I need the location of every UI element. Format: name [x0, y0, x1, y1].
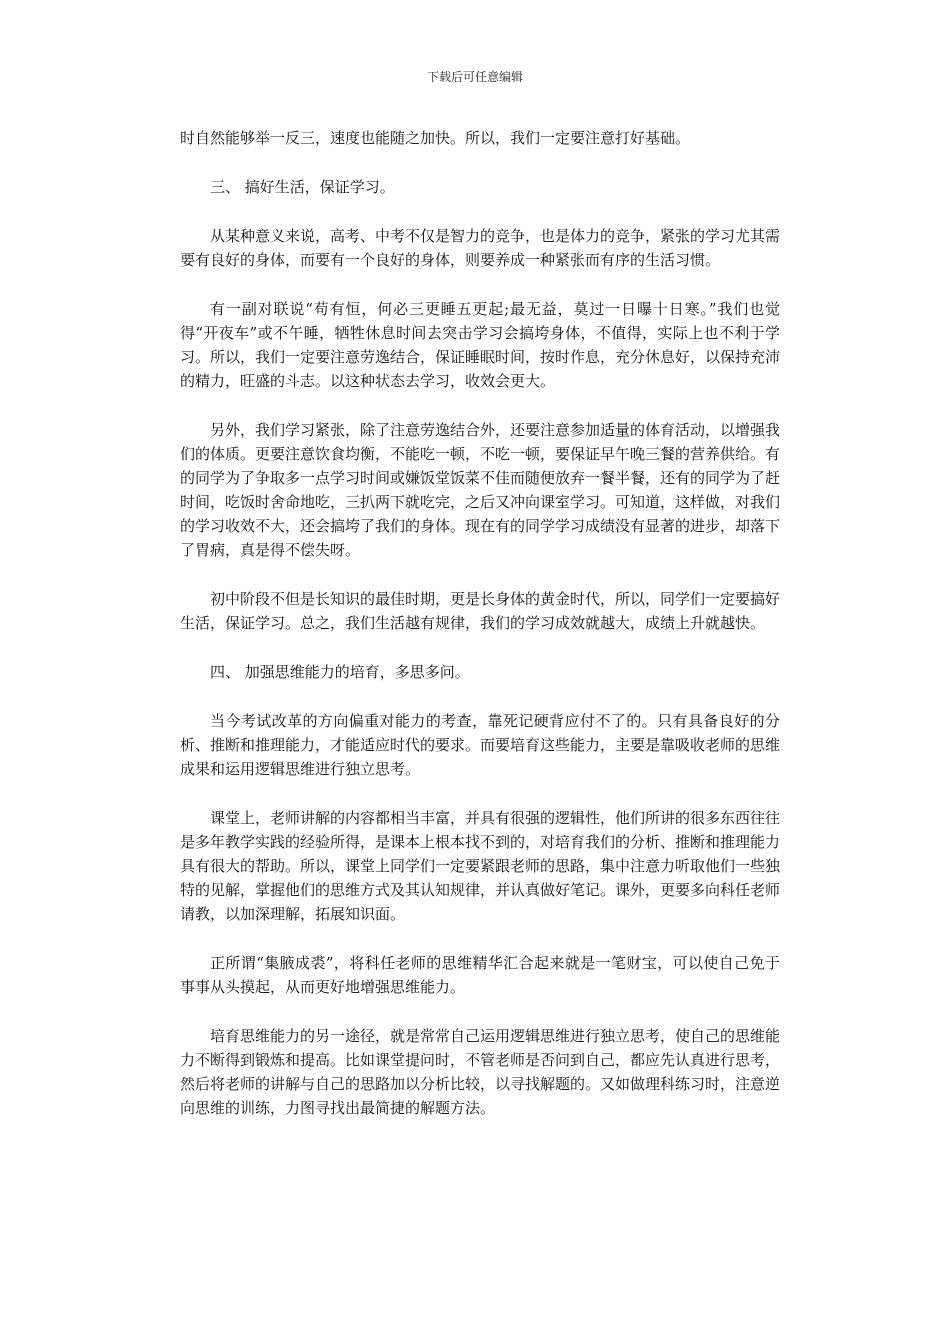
section-heading-3: 三、 搞好生活，保证学习。	[210, 178, 395, 196]
section-heading-4: 四、 加强思维能力的培育，多思多问。	[210, 663, 470, 681]
paragraph: 培育思维能力的另一途径，就是常常自己运用逻辑思维进行独立思考，使自己的思维能力不断得到锻炼和提高。比如课堂提问时，不管老师是否问到自己，都应先认真进行思考，然后将老师的讲解与自己的思路加以分析比较，以寻找解题的。又如做理科练习时，注意逆向思维的训练，力图寻找出最简捷的解题方法。	[180, 1027, 781, 1117]
paragraph-continuation: 时自然能够举一反三，速度也能随之加快。所以，我们一定要注意打好基础。	[180, 129, 691, 147]
paragraph: 初中阶段不但是长知识的最佳时期，更是长身体的黄金时代，所以，同学们一定要搞好生活，保证学习。总之，我们生活越有规律，我们的学习成效就越大，成绩上升就越快。	[180, 590, 781, 632]
page-header: 下载后可任意编辑	[426, 70, 523, 84]
paragraph: 从某种意义来说，高考、中考不仅是智力的竞争，也是体力的竞争，紧张的学习尤其需要有良好的身体，而要有一个良好的身体，则要养成一种紧张而有序的生活习惯。	[180, 227, 781, 269]
document-body	[180, 126, 780, 1145]
paragraph: 另外，我们学习紧张，除了注意劳逸结合外，还要注意参加适量的体育活动，以增强我们的体质。更要注意饮食均衡，不能吃一顿，不吃一顿，要保证早午晚三餐的营养供给。有的同学为了争取多一点学习时间或嫌饭堂饭菜不佳而随便放弃一餐半餐，还有的同学为了赶时间，吃饭时舍命地吃，三扒两下就吃完，之后又冲向课室学习。可知道，这样做，对我们的学习收效不大，还会搞垮了我们的身体。现在有的同学学习成绩没有显著的进步，却落下了胃病，真是得不偿失呀。	[180, 421, 781, 559]
paragraph: 正所谓“集腋成裘”，将科任老师的思维精华汇合起来就是一笔财宝，可以使自己免于事事从头摸起，从而更好地增强思维能力。	[180, 954, 780, 996]
paragraph: 当今考试改革的方向偏重对能力的考查，靠死记硬背应付不了的。只有具备良好的分析、推断和推理能力，才能适应时代的要求。而要培育这些能力，主要是靠吸收老师的思维成果和运用逻辑思维进行独立思考。	[180, 712, 781, 778]
paragraph: 有一副对联说“苟有恒，何必三更睡五更起;最无益，莫过一日曝十日寒。”我们也觉得“开夜车”或不午睡，牺牲休息时间去突击学习会搞垮身体，不值得，实际上也不利于学习。所以，我们一定要注意劳逸结合，保证睡眠时间，按时作息，充分休息好，以保持充沛的精力，旺盛的斗志。以这种状态去学习，收效会更大。	[180, 300, 781, 390]
paragraph: 课堂上，老师讲解的内容都相当丰富，并具有很强的逻辑性，他们所讲的很多东西往往是多年教学实践的经验所得，是课本上根本找不到的，对培育我们的分析、推断和推理能力具有很大的帮助。所以，课堂上同学们一定要紧跟老师的思路，集中注意力听取他们一些独特的见解，掌握他们的思维方式及其认知规律，并认真做好笔记。课外，更要多向科任老师请教，以加深理解，拓展知识面。	[180, 809, 781, 923]
